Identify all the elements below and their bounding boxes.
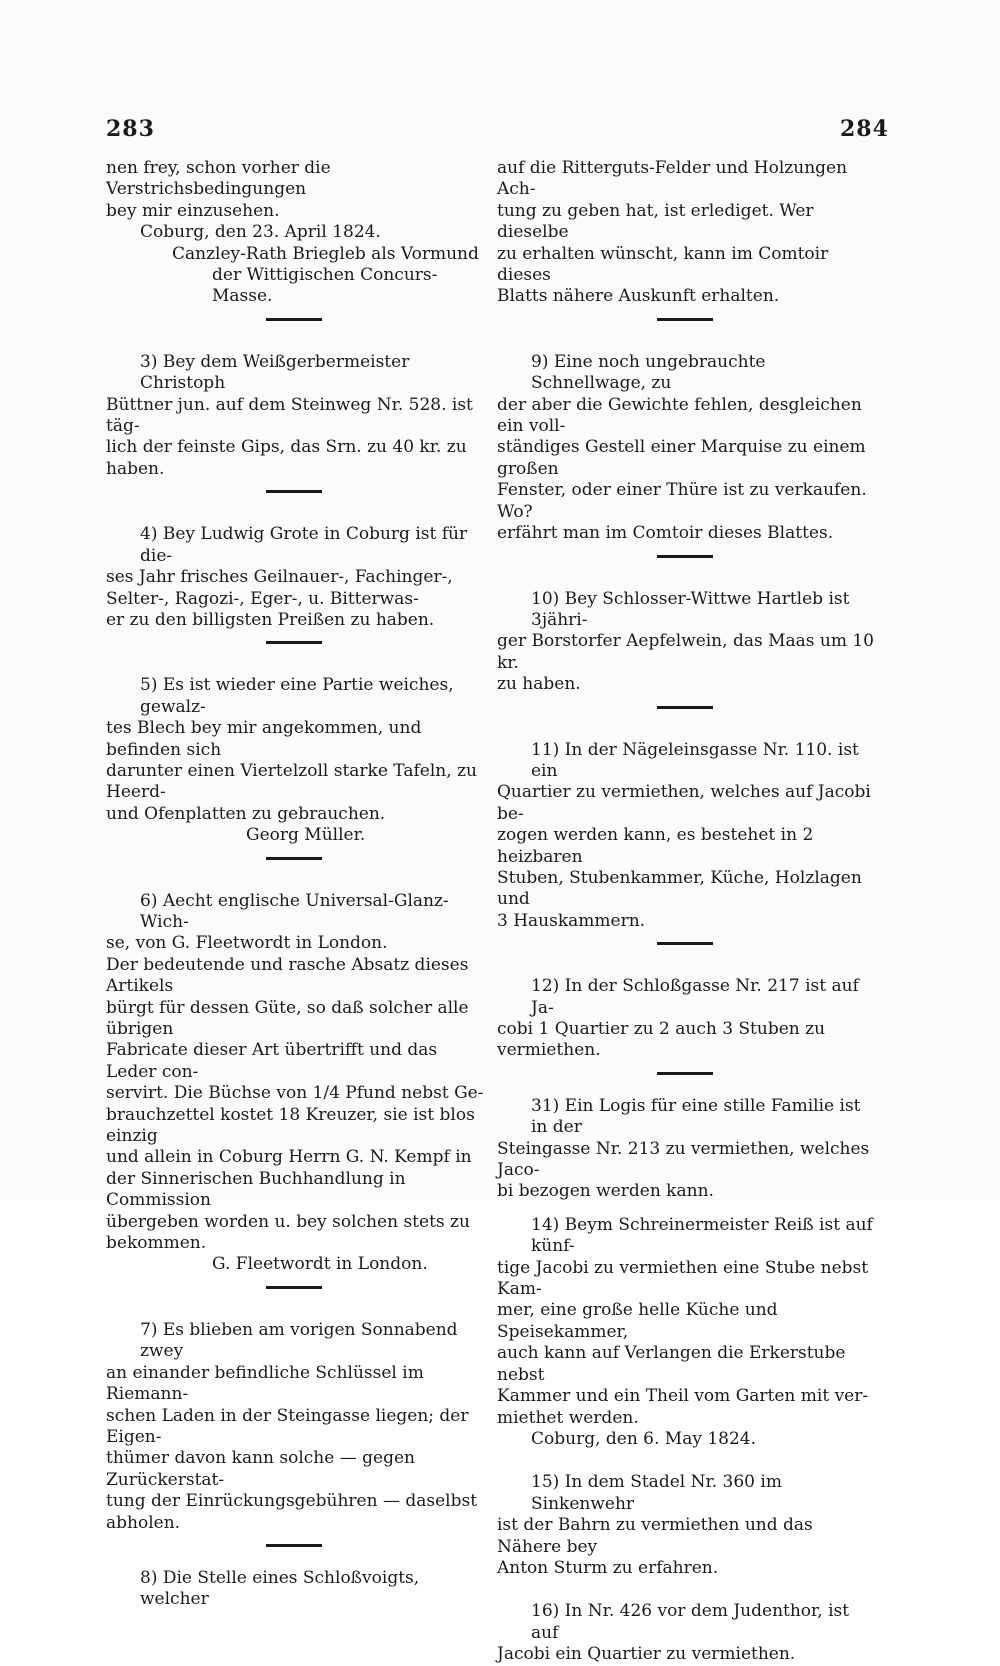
section-divider — [497, 696, 877, 718]
text-line: nen frey, schon vorher die Verstrichsbedingungen — [106, 158, 331, 200]
text-line: tung der Einrückungsgebühren — daselbst abholen. — [106, 1491, 478, 1533]
section-divider — [106, 480, 484, 502]
text-line: 15) In dem Stadel Nr. 360 im Sinkenwehr — [531, 1472, 782, 1514]
text-line: 5) Es ist wieder eine Partie weiches, gewalz- — [140, 675, 454, 717]
divider-rule — [657, 318, 713, 321]
text-line: Canzley-Rath Briegleb als Vormund — [172, 243, 479, 264]
section-divider — [106, 631, 484, 653]
divider-rule — [657, 1072, 713, 1075]
text-line: 14) Beym Schreinermeister Reiß ist auf künf- — [531, 1214, 873, 1257]
text-line: 10) Bey Schlosser-Wittwe Hartleb ist 3jähri- — [531, 588, 850, 630]
section-divider — [497, 932, 877, 954]
text-line: 3) Bey dem Weißgerbermeister Christoph — [140, 351, 410, 394]
text-line: zu erhalten wünscht, kann im Comtoir dieses — [497, 243, 829, 286]
text-line: 11) In der Nägeleinsgasse Nr. 110. ist ein — [531, 739, 859, 781]
text-line: ger Borstorfer Aepfelwein, das Maas um 10 kr. — [497, 631, 874, 673]
section-divider — [497, 1062, 877, 1084]
divider-rule — [657, 942, 713, 945]
text-line: Stuben, Stubenkammer, Küche, Holzlagen und — [497, 867, 862, 910]
text-line: Georg Müller. — [246, 825, 366, 846]
text-line: 3 Hauskammern. — [497, 910, 646, 931]
text-line: Büttner jun. auf dem Steinweg Nr. 528. ist täg- — [106, 394, 473, 437]
section-divider — [106, 1534, 484, 1556]
text-line: 4) Bey Ludwig Grote in Coburg ist für die- — [140, 524, 468, 566]
text-line: 6) Aecht englische Universal-Glanz-Wich- — [140, 890, 449, 932]
divider-rule — [266, 318, 322, 321]
text-line: Anton Sturm zu erfahren. — [497, 1557, 719, 1578]
text-line: Fabricate dieser Art übertrifft und das Leder con- — [106, 1040, 438, 1082]
divider-rule — [266, 641, 322, 644]
text-line: zu haben. — [497, 674, 581, 695]
text-line: ist der Bahrn zu vermiethen und das Nähere bey — [497, 1515, 813, 1557]
text-line: miethet werden. — [497, 1407, 639, 1428]
text-line: tes Blech bey mir angekommen, und befinden sich — [106, 718, 422, 760]
text-line: 9) Eine noch ungebrauchte Schnellwage, zu — [531, 351, 766, 394]
text-line: ses Jahr frisches Geilnauer-, Fachinger-, — [106, 567, 453, 588]
text-line: brauchzettel kostet 18 Kreuzer, sie ist blos einzig — [106, 1104, 475, 1147]
text-line: Selter-, Ragozi-, Eger-, u. Bitterwas- — [106, 588, 419, 609]
page-number-left: 283 — [106, 116, 155, 142]
divider-rule — [657, 706, 713, 709]
text-line: zogen werden kann, es bestehet in 2 heizbaren — [497, 825, 814, 867]
text-line: der Wittigischen Concurs-Masse. — [212, 265, 438, 307]
text-line: Coburg, den 23. April 1824. — [140, 222, 381, 243]
text-line: tung zu geben hat, ist erlediget. Wer dieselbe — [497, 200, 814, 243]
text-line: G. Fleetwordt in London. — [212, 1254, 428, 1275]
section-divider — [106, 1276, 484, 1298]
text-line: auf die Ritterguts-Felder und Holzungen Ach- — [497, 158, 848, 200]
text-line: schen Laden in der Steingasse liegen; der Eigen- — [106, 1405, 469, 1447]
text-line: bey mir einzusehen. — [106, 200, 280, 221]
divider-rule — [266, 490, 322, 493]
text-line: erfährt man im Comtoir dieses Blattes. — [497, 523, 834, 544]
text-line: tige Jacobi zu vermiethen eine Stube nebst Kam- — [497, 1257, 869, 1300]
text-line: der Sinnerischen Buchhandlung in Commission — [106, 1168, 406, 1211]
text-line: er zu den billigsten Preißen zu haben. — [106, 609, 435, 630]
text-line: Der bedeutende und rasche Absatz dieses Artikels — [106, 954, 469, 997]
section-divider — [106, 847, 484, 869]
text-line: bi bezogen werden kann. — [497, 1181, 714, 1202]
text-line: Jacobi ein Quartier zu vermiethen. — [497, 1644, 796, 1665]
text-line: und allein in Coburg Herrn G. N. Kempf in — [106, 1147, 472, 1168]
left-column — [106, 158, 484, 1611]
divider-rule — [266, 1544, 322, 1547]
text-line: Steingasse Nr. 213 zu vermiethen, welches Jaco- — [497, 1138, 870, 1181]
text-line: Blatts nähere Auskunft erhalten. — [497, 286, 780, 307]
text-line: mer, eine große helle Küche und Speisekammer, — [497, 1300, 778, 1342]
text-line: und Ofenplatten zu gebrauchen. — [106, 803, 386, 824]
text-line: der aber die Gewichte fehlen, desgleichen ein voll- — [497, 394, 862, 437]
text-line: Quartier zu vermiethen, welches auf Jacobi be- — [497, 782, 871, 824]
divider-rule — [266, 1286, 322, 1289]
text-line: 12) In der Schloßgasse Nr. 217 ist auf Ja- — [531, 976, 859, 1018]
text-line: bürgt für dessen Güte, so daß solcher alle übrigen — [106, 997, 469, 1039]
text-line: Fenster, oder einer Thüre ist zu verkaufen. Wo? — [497, 480, 867, 522]
text-line: servirt. Die Büchse von 1/4 Pfund nebst Ge- — [106, 1083, 484, 1104]
section-divider — [497, 545, 877, 567]
section-divider — [497, 308, 877, 330]
page-number-right: 284 — [840, 116, 889, 142]
text-line: ständiges Gestell einer Marquise zu einem großen — [497, 437, 866, 479]
text-line: Coburg, den 6. May 1824. — [531, 1428, 757, 1449]
text-line: auch kann auf Verlangen die Erkerstube nebst — [497, 1343, 846, 1385]
text-line: Kammer und ein Theil vom Garten mit ver- — [497, 1386, 869, 1407]
text-line: lich der feinste Gips, das Srn. zu 40 kr. zu haben. — [106, 437, 467, 479]
divider-rule — [266, 857, 322, 860]
text-line: 7) Es blieben am vorigen Sonnabend zwey — [140, 1319, 458, 1362]
text-line: darunter einen Viertelzoll starke Tafeln, zu Heerd- — [106, 760, 477, 803]
text-line: 31) Ein Logis für eine stille Familie ist in der — [531, 1095, 861, 1138]
section-divider — [106, 308, 484, 330]
text-line: 8) Die Stelle eines Schloßvoigts, welcher — [140, 1567, 420, 1610]
divider-rule — [657, 555, 713, 558]
right-column — [497, 158, 877, 1666]
text-line: 16) In Nr. 426 vor dem Judenthor, ist auf — [531, 1601, 850, 1643]
text-line: cobi 1 Quartier zu 2 auch 3 Stuben zu vermiethen. — [497, 1019, 826, 1061]
text-line: se, von G. Fleetwordt in London. — [106, 933, 388, 954]
text-line: an einander befindliche Schlüssel im Riemann- — [106, 1362, 424, 1405]
text-line: übergeben worden u. bey solchen stets zu bekommen. — [106, 1211, 470, 1254]
text-line: thümer davon kann solche — gegen Zurückerstat- — [106, 1448, 415, 1490]
